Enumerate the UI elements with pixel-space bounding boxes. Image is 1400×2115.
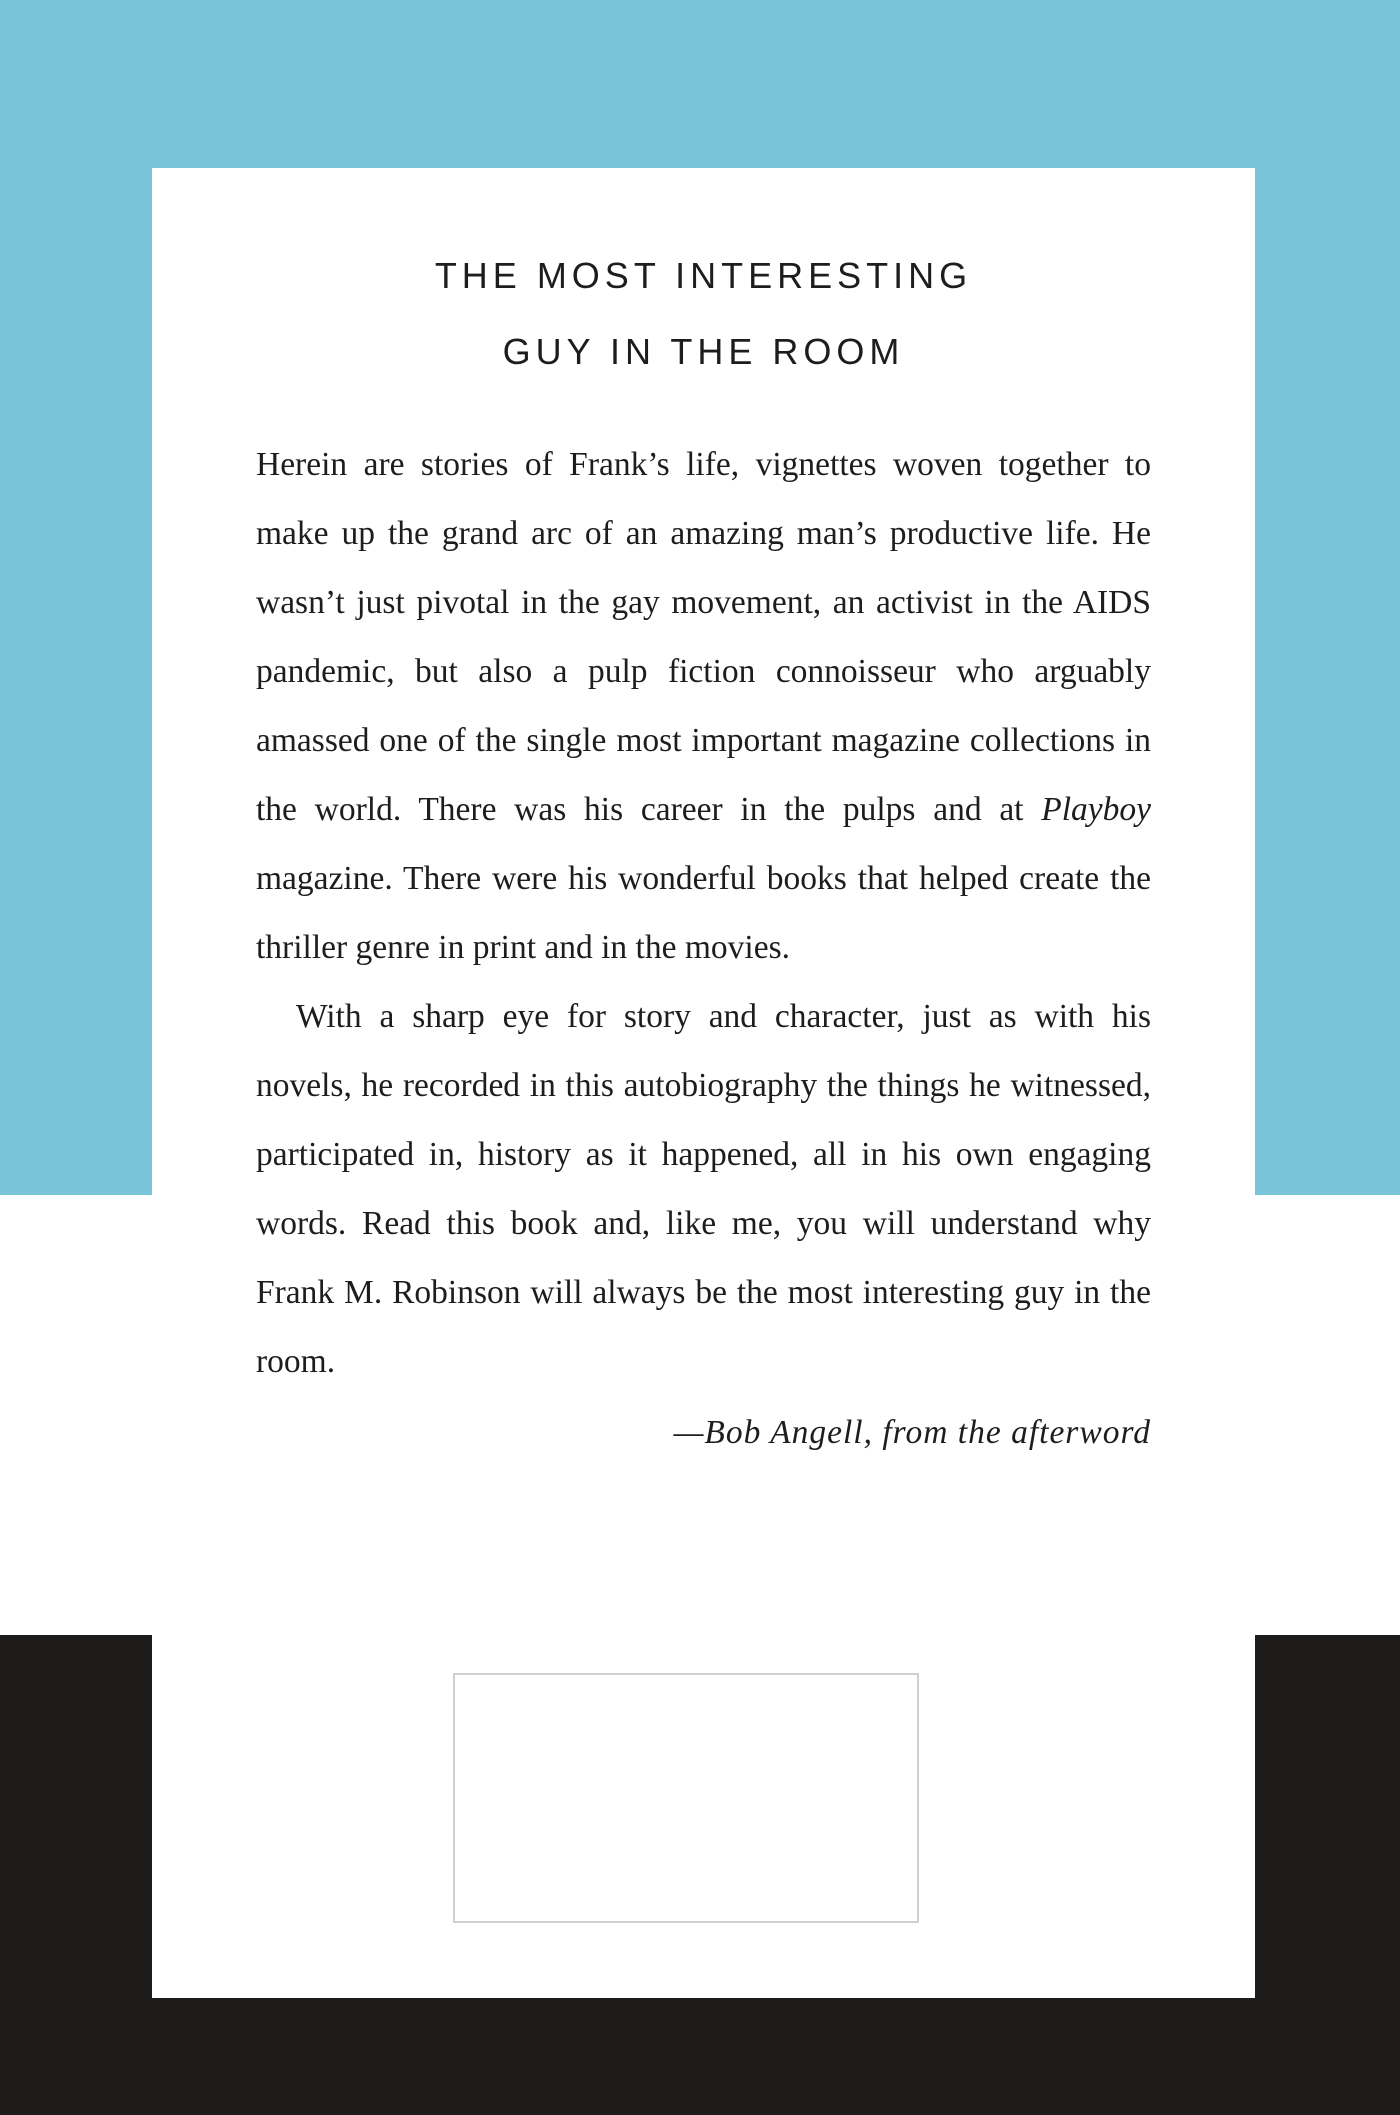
title-line-2: GUY IN THE ROOM	[502, 331, 905, 372]
blurb-paragraph-2: With a sharp eye for story and character, just as with his novels, he recorded in this autobiography the things he witnessed, participated in, history as it happened, all in his own engaging words. Read this book and, like me, you will understand why Frank M. Robinson will always be the most interesting guy in the room.	[256, 998, 1151, 1380]
title-line-1: THE MOST INTERESTING	[434, 255, 973, 296]
barcode-placeholder	[453, 1673, 919, 1923]
paragraph-1-text-a: Herein are stories of Frank’s life, vignettes woven together to make up the grand arc of an amazing man’s productive life. He wasn’t just pivotal in the gay movement, an activist in the AIDS pandemic, but also a pulp fiction connoisseur who arguably amassed one of the single most important magazine collections in the world. There was his career in the pulps and at	[256, 446, 1151, 828]
playboy-title: Playboy	[1041, 791, 1151, 828]
back-cover-panel	[152, 168, 1255, 1998]
blurb-paragraph-1	[256, 430, 1151, 982]
book-title	[152, 238, 1255, 390]
paragraph-1-text-b: magazine. There were his wonderful books that helped create the thriller genre in print and in the movies.	[256, 860, 1151, 966]
attribution: —Bob Angell, from the afterword	[673, 1414, 1151, 1451]
blurb-text	[256, 430, 1151, 1467]
